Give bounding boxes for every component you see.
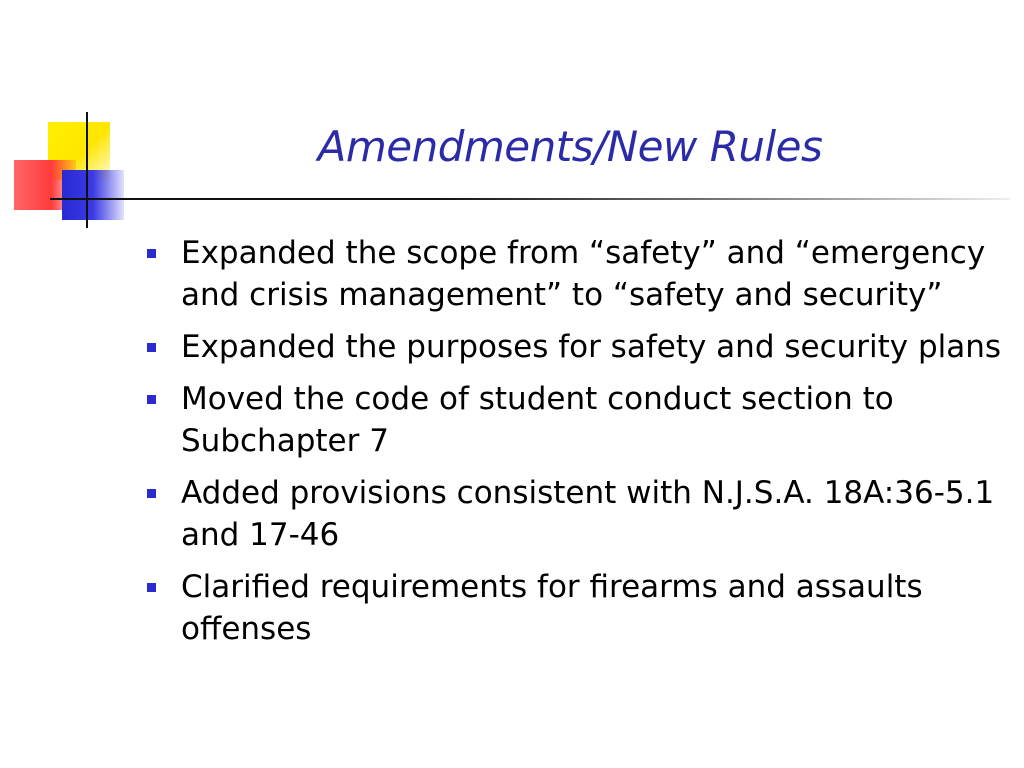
square-bullet-icon bbox=[147, 583, 156, 592]
vertical-rule bbox=[86, 112, 88, 228]
bullet-item bbox=[144, 566, 1014, 650]
square-bullet-icon bbox=[147, 343, 156, 352]
blue-square bbox=[62, 170, 124, 220]
bullet-item bbox=[144, 378, 1014, 462]
square-bullet-icon bbox=[147, 249, 156, 258]
bullet-text: Expanded the purposes for safety and security plans bbox=[181, 329, 1002, 365]
bullet-text: Expanded the scope from “safety” and “emergency and crisis management” to “safety and security” bbox=[181, 235, 986, 313]
bullet-text: Moved the code of student conduct section to Subchapter 7 bbox=[181, 381, 894, 459]
square-bullet-icon bbox=[147, 395, 156, 404]
bullet-text: Added provisions consistent with N.J.S.A. 18A:36-5.1 and 17-46 bbox=[181, 475, 995, 553]
square-bullet-icon bbox=[147, 489, 156, 498]
slide-title: Amendments/New Rules bbox=[317, 122, 823, 171]
bullet-list bbox=[144, 232, 1014, 660]
decorative-squares-logo bbox=[0, 0, 150, 240]
bullet-item bbox=[144, 232, 1014, 316]
bullet-item bbox=[144, 472, 1014, 556]
bullet-item bbox=[144, 326, 1014, 368]
title-underline-rule bbox=[50, 198, 1010, 200]
bullet-text: Clarified requirements for firearms and assaults offenses bbox=[181, 569, 923, 647]
